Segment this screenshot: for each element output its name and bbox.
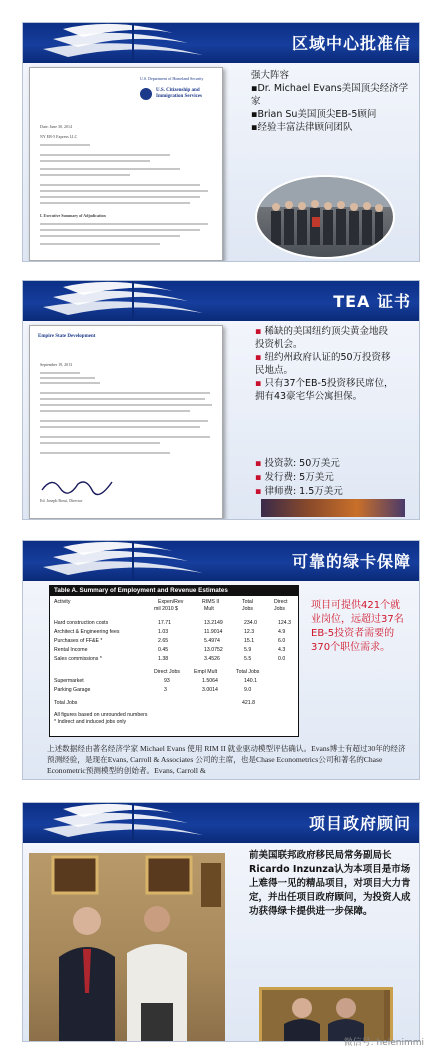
- tea-letter-document: [29, 325, 223, 519]
- employment-estimates-table: [49, 585, 299, 737]
- signature-graphic: [40, 474, 120, 496]
- slide-green-card-guarantee: [22, 540, 420, 780]
- wechat-watermark: 微信号: helenimmi: [343, 1038, 424, 1048]
- slide-header: [23, 23, 419, 63]
- table-caption: Table A. Summary of Employment and Revenue Estimates: [50, 586, 298, 596]
- team-group-photo: [255, 175, 395, 259]
- fee-item: ▪ 投资款: 50万美元: [255, 458, 340, 469]
- slide-regional-center-approval: [22, 22, 420, 262]
- table-row: Rental Income 0.45 13.0752 5.9 4.3: [54, 647, 286, 653]
- advisor-with-president-photo: [259, 987, 393, 1042]
- table-row: Sales commissions * 1.38 3.4526 5.5 0.0: [54, 656, 286, 662]
- slide-body: [23, 581, 419, 779]
- dhs-seal-icon: [140, 88, 152, 100]
- agency-name-text: U.S. Citizenship and Immigration Services: [156, 88, 202, 99]
- wave-logo-graphic: [23, 803, 243, 843]
- economist-paragraph: 上述数据经由著名经济学家 Michael Evans 使用 RIM II 就业驱动模型评估确认。Evans博士有超过30年的经济预测经验，是现在Evans, Carroll & Associates 公司的主席，也是Chase Econometrics公司和著名的Chase Econometric预测模型的创始者。Evans, Carroll &: [47, 744, 406, 775]
- team-item: ▪Dr. Michael Evans美国顶尖经济学家: [251, 83, 409, 107]
- advisor-meeting-photo: [29, 853, 225, 1041]
- table-total-row: Total Jobs 421.8: [54, 700, 255, 706]
- advisor-description: 前美国联邦政府移民局常务副局长Ricardo Inzunza认为本项目是市场上难得一见的精品项目，对项目大力肯定，并出任项目政府顾问，为投资人成功获得绿卡提供进一步保障。: [249, 850, 411, 917]
- team-heading: 强大阵容: [251, 70, 290, 81]
- jobs-summary-text: 项目可提供421个就业岗位，远超过37名EB-5投资者需要的370个职位需求。: [311, 600, 404, 653]
- slide-title: 可靠的绿卡保障: [291, 552, 411, 571]
- wave-logo-graphic: [23, 541, 243, 581]
- group-people-illustration: [257, 177, 393, 257]
- table-row: Architect & Engineering fees 1.03 11.9014 12.3 4.9: [54, 629, 286, 635]
- two-men-illustration: [29, 853, 225, 1041]
- fee-list: [255, 457, 395, 499]
- letter-date: Date: June 30, 2014: [40, 124, 72, 129]
- city-night-photo: [261, 499, 405, 517]
- agency-text: U.S. Department of Homeland Security: [140, 76, 204, 81]
- fee-item: ▪ 律师费: 1.5万美元: [255, 486, 343, 497]
- slide-body: [23, 63, 419, 261]
- table-note: All figures based on unrounded numbers: [54, 712, 148, 718]
- team-item: ▪Brian Su美国顶尖EB-5顾问: [251, 109, 377, 120]
- signer-name: Ed. Joseph Rossi, Director: [40, 498, 83, 503]
- wave-logo-graphic: [23, 23, 243, 63]
- highlight-item: ▪ 稀缺的美国纽约顶尖黄金地段投资机会。: [255, 326, 388, 350]
- slide-title: 项目政府顾问: [308, 814, 411, 833]
- letter-recipient: NY EB-5 Express LLC: [40, 134, 78, 139]
- table-row: Parking Garage 3 3.0014 9.0: [54, 687, 252, 693]
- table-mid-header-row: Direct Jobs Empl Mult Total Jobs: [154, 669, 260, 675]
- table-row: Supermarket 93 1.5064 140.1: [54, 678, 257, 684]
- slide-body: [23, 321, 419, 519]
- slide-tea-certificate: [22, 280, 420, 520]
- table-header-row: Activity Expen/Rev RIMS II Total Direct: [54, 599, 288, 605]
- highlight-item: ▪ 纽约州政府认证的50万投资移民地点。: [255, 352, 391, 376]
- team-list: [251, 69, 411, 134]
- letter-section-heading: I. Executive Summary of Adjudication: [40, 213, 106, 218]
- highlight-item: ▪ 只有37个EB-5投资移民席位，拥有43豪宅华公寓担保。: [255, 378, 394, 402]
- slide-header: [23, 541, 419, 581]
- slide-title: 区域中心批准信: [291, 34, 411, 53]
- table-note: * Indirect and induced jobs only: [54, 719, 127, 725]
- slide-title: TEA 证书: [333, 292, 411, 311]
- tea-highlights-list: [255, 325, 395, 403]
- letter-date: September 19, 2013: [40, 362, 73, 367]
- team-item: ▪经验丰富法律顾问团队: [251, 122, 353, 133]
- agency-text: Empire State Development: [38, 334, 96, 339]
- table-subheader-row: mil 2010 $ Mult Jobs Jobs: [154, 606, 285, 612]
- slide-header: [23, 281, 419, 321]
- slide-header: [23, 803, 419, 843]
- slide-government-advisor: [22, 802, 420, 1042]
- table-row: Hard construction costs 17.71 13.2149 234.0 124.3: [54, 620, 291, 626]
- slide-body: [23, 843, 419, 1041]
- uscis-approval-letter: [29, 67, 223, 261]
- wave-logo-graphic: [23, 281, 243, 321]
- fee-item: ▪ 发行费: 5万美元: [255, 472, 334, 483]
- table-row: Purchases of FF&E * 2.65 5.4974 15.1 6.0: [54, 638, 286, 644]
